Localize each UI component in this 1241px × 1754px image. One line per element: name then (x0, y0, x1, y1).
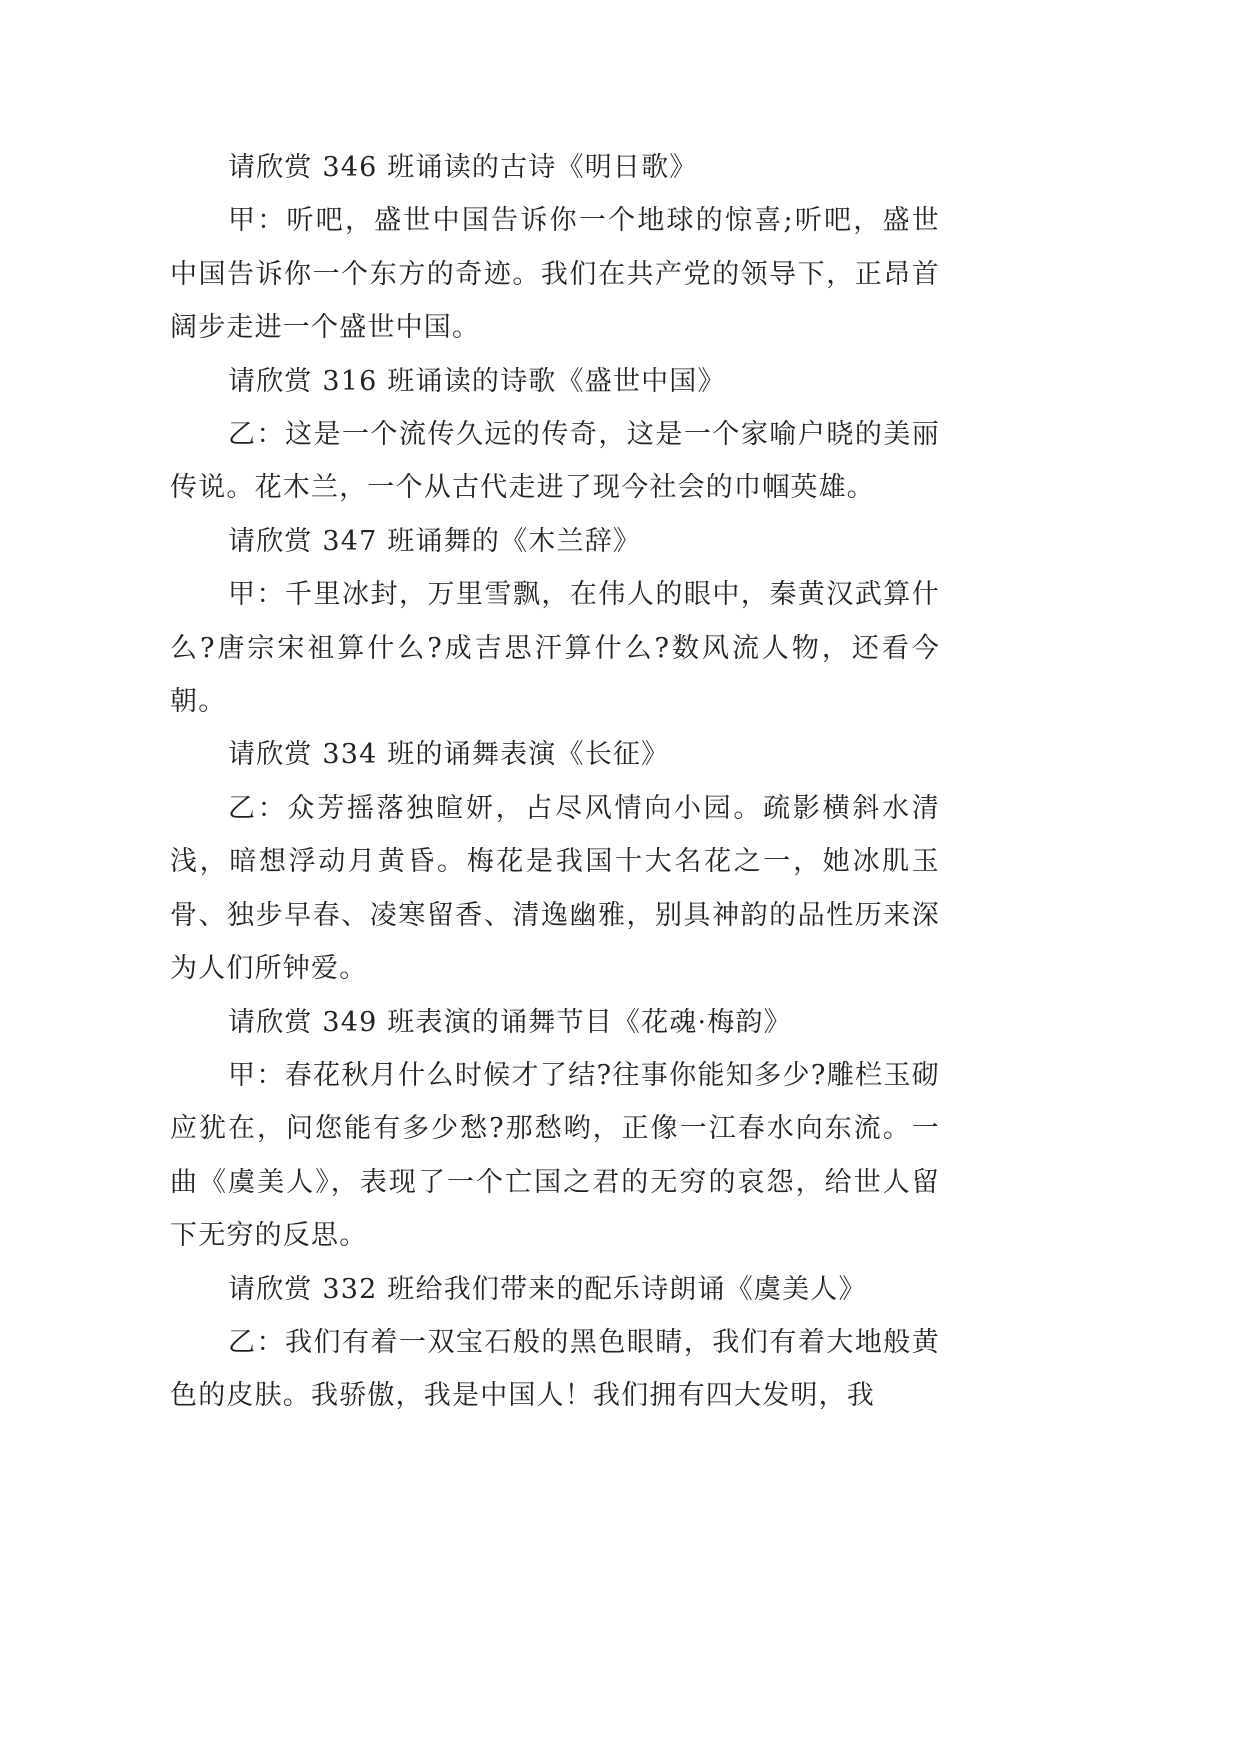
host-yi-paragraph-2: 乙：众芳摇落独暄妍，占尽风情向小园。疏影横斜水清浅，暗想浮动月黄昏。梅花是我国十大名花之一，她冰肌玉骨、独步早春、凌寒留香、清逸幽雅，别具神韵的品性历来深为人们所钟爱。 (170, 792, 940, 985)
program-intro-346: 请欣赏 346 班诵读的古诗《明日歌》 (228, 152, 698, 183)
host-jia-paragraph-1: 甲：听吧，盛世中国告诉你一个地球的惊喜;听吧，盛世中国告诉你一个东方的奇迹。我们在共产党的领导下，正昂首阔步走进一个盛世中国。 (170, 205, 940, 344)
program-intro-332: 请欣赏 332 班给我们带来的配乐诗朗诵《虞美人》 (228, 1273, 867, 1305)
program-intro-347: 请欣赏 347 班诵舞的《木兰辞》 (228, 525, 642, 557)
document-body (170, 141, 940, 1423)
program-intro-334: 请欣赏 334 班的诵舞表演《长征》 (228, 739, 670, 771)
program-intro-316: 请欣赏 316 班诵读的诗歌《盛世中国》 (228, 365, 726, 397)
host-yi-paragraph-3: 乙：我们有着一双宝石般的黑色眼睛，我们有着大地般黄色的皮肤。我骄傲，我是中国人！我们拥有四大发明，我 (170, 1326, 940, 1412)
program-intro-349: 请欣赏 349 班表演的诵舞节目《花魂·梅韵》 (228, 1006, 792, 1038)
host-jia-paragraph-3: 甲：春花秋月什么时候才了结?往事你能知多少?雕栏玉砌应犹在，问您能有多少愁?那愁哟，正像一江春水向东流。一曲《虞美人》，表现了一个亡国之君的无穷的哀怨，给世人留下无穷的反思。 (170, 1059, 940, 1252)
host-yi-paragraph-1: 乙：这是一个流传久远的传奇，这是一个家喻户晓的美丽传说。花木兰，一个从古代走进了现今社会的巾帼英雄。 (170, 419, 940, 504)
host-jia-paragraph-2: 甲：千里冰封，万里雪飘，在伟人的眼中，秦黄汉武算什么?唐宗宋祖算什么?成吉思汗算什么?数风流人物，还看今朝。 (170, 579, 940, 718)
